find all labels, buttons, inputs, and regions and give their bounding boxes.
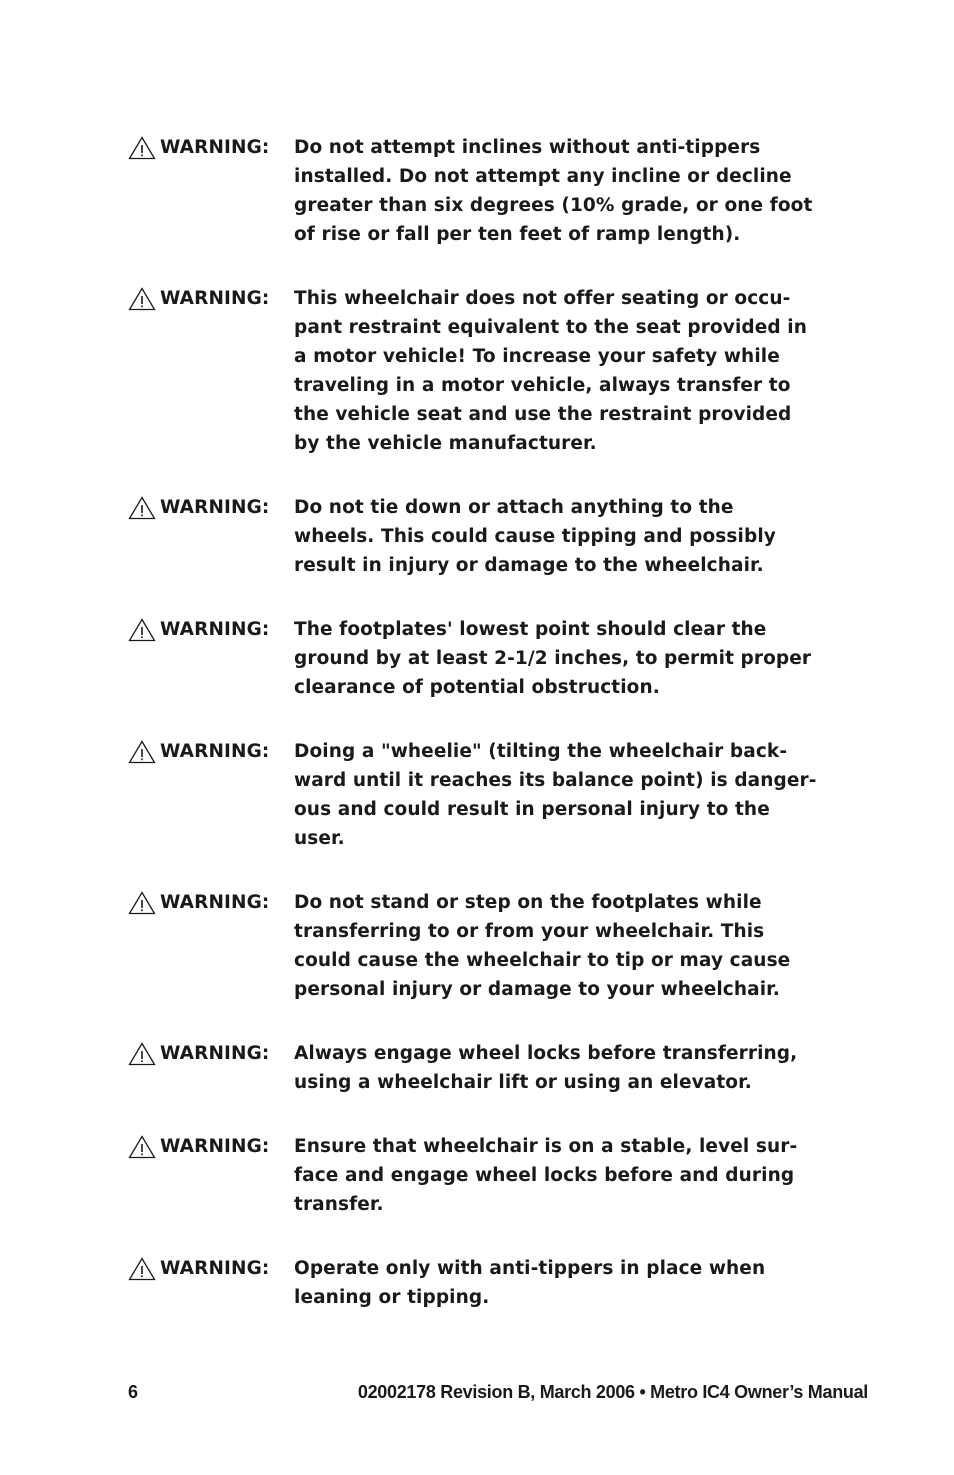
warning-text-line: by the vehicle manufacturer. <box>294 433 597 454</box>
warning-text-line: ous and could result in personal injury to the <box>294 799 770 820</box>
warning-label-group <box>128 1132 294 1161</box>
warning-block <box>128 888 868 1004</box>
warning-text-line: Do not attempt inclines without anti-tippers <box>294 137 761 158</box>
warning-text-line: transfer. <box>294 1194 384 1215</box>
warning-label-group <box>128 284 294 313</box>
warning-text <box>294 888 868 1004</box>
warning-block <box>128 284 868 458</box>
footer-document-info: 02002178 Revision B, March 2006 • Metro IC4 Owner’s Manual <box>357 1382 868 1402</box>
warning-text-line: pant restraint equivalent to the seat provided in <box>294 317 807 338</box>
warning-triangle-icon <box>128 133 160 162</box>
warning-text-line: personal injury or damage to your wheelchair. <box>294 979 780 1000</box>
warning-text-line: This wheelchair does not offer seating or occu- <box>294 288 791 309</box>
warning-triangle-icon <box>128 1132 160 1161</box>
warning-text-line: Do not stand or step on the footplates while <box>294 892 762 913</box>
warning-text-line: Do not tie down or attach anything to the <box>294 497 734 518</box>
warning-text <box>294 493 868 580</box>
warning-text <box>294 1132 868 1219</box>
warning-label: WARNING: <box>160 288 270 309</box>
page-footer <box>128 1380 868 1404</box>
warning-text-line: installed. Do not attempt any incline or decline <box>294 166 792 187</box>
warning-text-line: Operate only with anti-tippers in place when <box>294 1258 766 1279</box>
warning-label: WARNING: <box>160 1043 270 1064</box>
page-number: 6 <box>128 1382 139 1402</box>
warning-text-line: ground by at least 2-1/2 inches, to permit proper <box>294 648 812 669</box>
warning-triangle-icon <box>128 1039 160 1068</box>
warning-label-group <box>128 888 294 917</box>
warning-text <box>294 1039 868 1097</box>
warning-label-group <box>128 1254 294 1283</box>
warning-text-line: wheels. This could cause tipping and possibly <box>294 526 776 547</box>
warning-triangle-icon <box>128 284 160 313</box>
warning-label: WARNING: <box>160 619 270 640</box>
warning-label-group <box>128 737 294 766</box>
warning-text-line: clearance of potential obstruction. <box>294 677 660 698</box>
warning-block <box>128 1039 868 1097</box>
warning-block <box>128 1132 868 1219</box>
warning-label: WARNING: <box>160 892 270 913</box>
warnings-list <box>128 133 868 1347</box>
warning-text <box>294 284 868 458</box>
warning-label: WARNING: <box>160 497 270 518</box>
warning-text <box>294 1254 868 1312</box>
warning-triangle-icon <box>128 615 160 644</box>
warning-block <box>128 737 868 853</box>
warning-text <box>294 615 868 702</box>
warning-block <box>128 615 868 702</box>
warning-triangle-icon <box>128 493 160 522</box>
warning-text-line: result in injury or damage to the wheelchair. <box>294 555 764 576</box>
warning-label-group <box>128 133 294 162</box>
warning-label-group <box>128 615 294 644</box>
warning-label: WARNING: <box>160 137 270 158</box>
warning-text-line: Doing a "wheelie" (tilting the wheelchair back- <box>294 741 788 762</box>
warning-text-line: Ensure that wheelchair is on a stable, level sur- <box>294 1136 798 1157</box>
warning-text-line: using a wheelchair lift or using an elevator. <box>294 1072 752 1093</box>
warning-triangle-icon <box>128 1254 160 1283</box>
warning-triangle-icon <box>128 737 160 766</box>
warning-block <box>128 133 868 249</box>
warning-text-line: user. <box>294 828 345 849</box>
warning-text-line: a motor vehicle! To increase your safety while <box>294 346 780 367</box>
warning-label: WARNING: <box>160 741 270 762</box>
warning-block <box>128 493 868 580</box>
warning-label: WARNING: <box>160 1258 270 1279</box>
warning-text-line: The footplates' lowest point should clear the <box>294 619 767 640</box>
warning-text-line: face and engage wheel locks before and during <box>294 1165 795 1186</box>
warning-text-line: could cause the wheelchair to tip or may cause <box>294 950 791 971</box>
warning-label-group <box>128 1039 294 1068</box>
warning-label-group <box>128 493 294 522</box>
warning-label: WARNING: <box>160 1136 270 1157</box>
warning-text-line: greater than six degrees (10% grade, or one foot <box>294 195 813 216</box>
warning-text <box>294 737 868 853</box>
warning-text-line: the vehicle seat and use the restraint provided <box>294 404 792 425</box>
warning-text-line: Always engage wheel locks before transferring, <box>294 1043 798 1064</box>
warning-triangle-icon <box>128 888 160 917</box>
warning-text <box>294 133 868 249</box>
warning-text-line: transferring to or from your wheelchair. This <box>294 921 765 942</box>
warning-text-line: traveling in a motor vehicle, always transfer to <box>294 375 791 396</box>
warning-text-line: ward until it reaches its balance point) is danger- <box>294 770 817 791</box>
warning-text-line: leaning or tipping. <box>294 1287 490 1308</box>
warning-block <box>128 1254 868 1312</box>
warning-text-line: of rise or fall per ten feet of ramp length). <box>294 224 741 245</box>
